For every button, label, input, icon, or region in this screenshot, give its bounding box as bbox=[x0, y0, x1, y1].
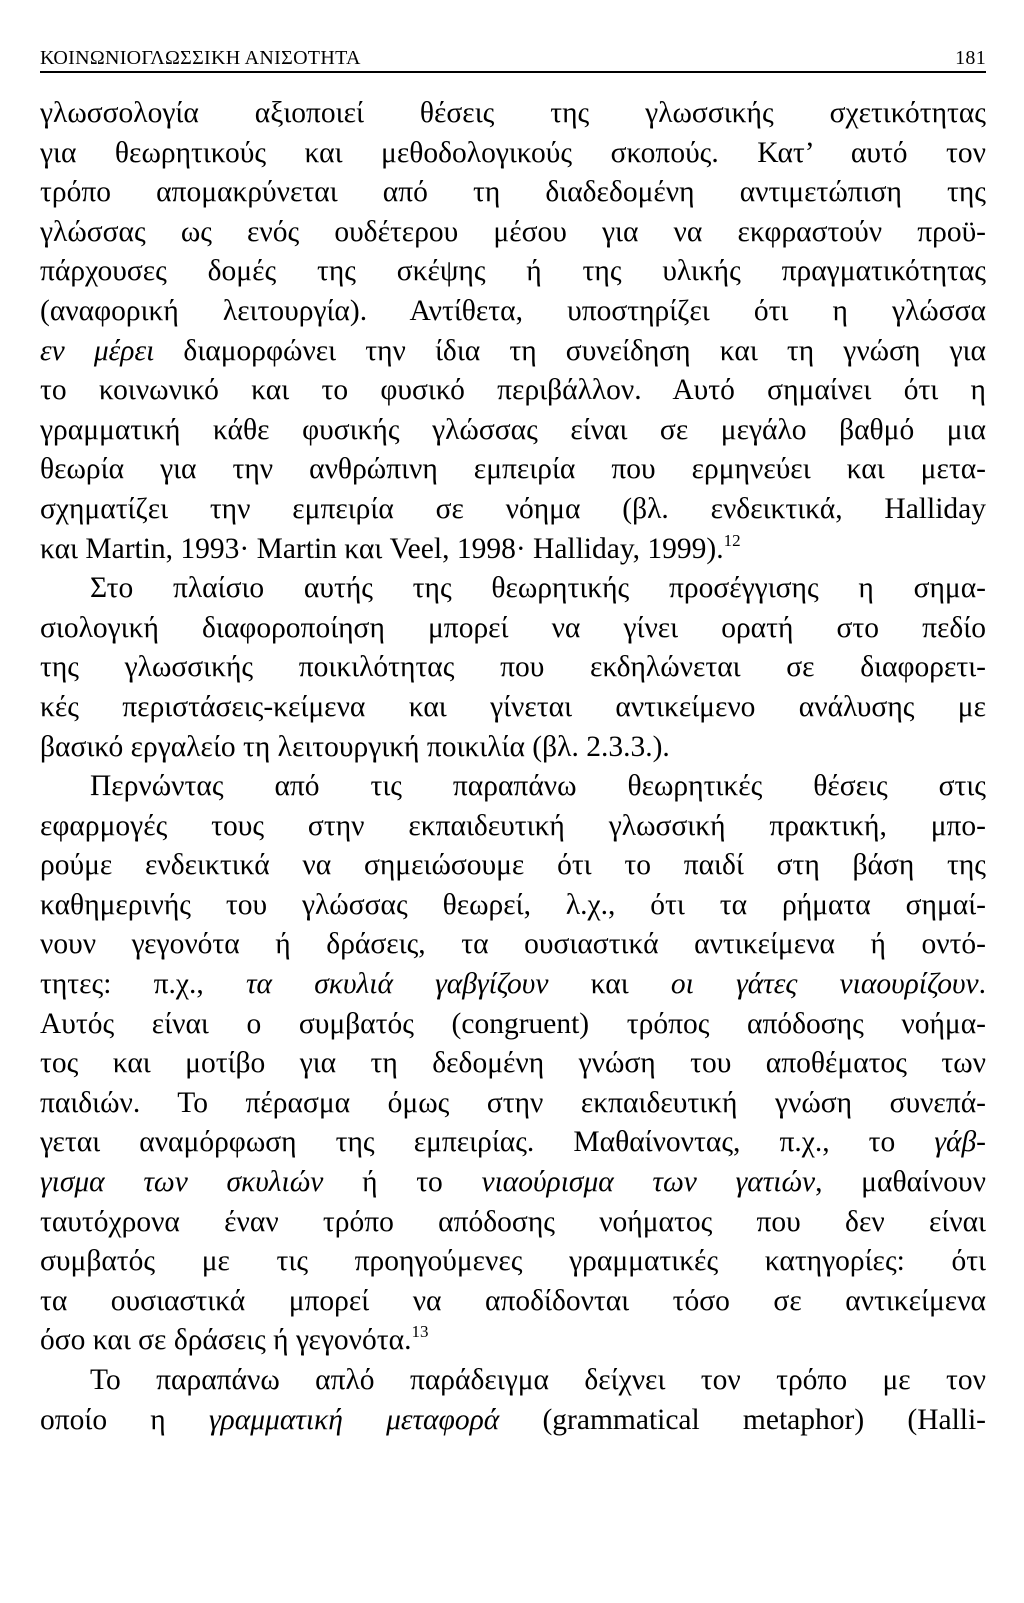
text-segment: σιολογική διαφοροποίηση μπορεί να γίνει ορατή στο πεδίο bbox=[40, 611, 986, 644]
text-line bbox=[40, 886, 986, 926]
text-line bbox=[40, 1163, 986, 1203]
text-segment: τρόπο απομακρύνεται από τη διαδεδομένη αντιμετώπιση της bbox=[40, 176, 986, 209]
text-line bbox=[40, 688, 986, 728]
italic-phrase: γραμματική μεταφορά bbox=[208, 1403, 500, 1436]
text-line bbox=[40, 1321, 986, 1361]
text-segment: εφαρμογές τους στην εκπαιδευτική γλωσσική πρακτική, μπο- bbox=[40, 809, 986, 842]
text-line bbox=[40, 450, 986, 490]
text-segment: γλωσσολογία αξιοποιεί θέσεις της γλωσσικής σχετικότητας bbox=[40, 97, 986, 129]
text-line bbox=[40, 569, 986, 609]
text-segment: και bbox=[548, 968, 671, 1001]
text-segment: (grammatical metaphor) (Halli- bbox=[499, 1403, 986, 1436]
italic-phrase: εν μέρει bbox=[40, 334, 155, 367]
text-segment: . bbox=[978, 968, 986, 1001]
text-segment: ή το bbox=[323, 1166, 482, 1199]
italic-phrase: νιαούρισμα των γατιών bbox=[481, 1166, 816, 1199]
text-line bbox=[40, 213, 986, 253]
text-line bbox=[40, 1401, 986, 1441]
text-segment: βασικό εργαλείο τη λειτουργική ποικιλία (βλ. 2.3.3.). bbox=[40, 730, 670, 763]
text-line bbox=[40, 965, 986, 1005]
text-line bbox=[40, 609, 986, 649]
text-segment: καθημερινής του γλώσσας θεωρεί, λ.χ., ότι τα ρήματα σημαί- bbox=[40, 888, 986, 921]
text-line bbox=[40, 1203, 986, 1243]
text-line bbox=[40, 648, 986, 688]
text-segment: , μαθαίνουν bbox=[815, 1166, 986, 1199]
text-line bbox=[40, 728, 986, 768]
text-line bbox=[40, 292, 986, 332]
text-segment: γεται αναμόρφωση της εμπειρίας. Μαθαίνοντας, π.χ., το bbox=[40, 1126, 935, 1159]
text-segment: όσο και σε δράσεις ή γεγονότα. bbox=[40, 1324, 412, 1357]
text-segment: θεωρία για την ανθρώπινη εμπειρία που ερμηνεύει και μετα- bbox=[40, 453, 986, 486]
text-line bbox=[40, 530, 986, 570]
text-line bbox=[40, 332, 986, 372]
body-text bbox=[40, 94, 986, 1440]
italic-phrase: οι γάτες νιαουρίζουν bbox=[670, 968, 979, 1001]
text-line bbox=[40, 173, 986, 213]
text-line bbox=[40, 134, 986, 174]
text-line bbox=[40, 371, 986, 411]
italic-phrase: γισμα των σκυλιών bbox=[40, 1166, 324, 1199]
text-segment: Στο πλαίσιο αυτής της θεωρητικής προσέγγισης η σημα- bbox=[90, 572, 986, 605]
text-line bbox=[40, 1242, 986, 1282]
text-segment: της γλωσσικής ποικιλότητας που εκδηλώνεται σε διαφορετι- bbox=[40, 651, 986, 684]
text-segment: οποίο η bbox=[40, 1403, 209, 1436]
text-segment: σχηματίζει την εμπειρία σε νόημα (βλ. ενδεικτικά, Halliday bbox=[40, 492, 986, 525]
text-line bbox=[40, 925, 986, 965]
text-line bbox=[40, 490, 986, 530]
text-segment: διαμορφώνει την ίδια τη συνείδηση και τη γνώση για bbox=[154, 334, 986, 367]
italic-phrase: γάβ- bbox=[934, 1126, 986, 1159]
page-number: 181 bbox=[955, 47, 986, 69]
italic-phrase: τα σκυλιά γαβγίζουν bbox=[245, 968, 549, 1001]
text-line bbox=[40, 1044, 986, 1084]
text-line bbox=[40, 1084, 986, 1124]
text-line bbox=[40, 1123, 986, 1163]
text-segment: κές περιστάσεις-κείμενα και γίνεται αντικείμενο ανάλυσης με bbox=[40, 690, 986, 723]
text-line bbox=[40, 1005, 986, 1045]
text-segment: συμβατός με τις προηγούμενες γραμματικές κατηγορίες: ότι bbox=[40, 1245, 986, 1278]
text-segment: Αυτός είναι ο συμβατός (congruent) τρόπος απόδοσης νοήμα- bbox=[40, 1007, 986, 1040]
text-segment: το κοινωνικό και το φυσικό περιβάλλον. Αυτό σημαίνει ότι η bbox=[40, 374, 986, 407]
text-segment: παιδιών. Το πέρασμα όμως στην εκπαιδευτική γνώση συνεπά- bbox=[40, 1086, 986, 1119]
text-segment: (αναφορική λειτουργία). Αντίθετα, υποστηρίζει ότι η γλώσσα bbox=[40, 294, 986, 327]
text-line bbox=[40, 411, 986, 451]
footnote-marker: 12 bbox=[723, 530, 741, 550]
text-segment: γλώσσας ως ενός ουδέτερου μέσου για να εκφραστούν προϋ- bbox=[40, 215, 986, 248]
text-segment: γραμματική κάθε φυσικής γλώσσας είναι σε μεγάλο βαθμό μια bbox=[40, 413, 986, 446]
running-title: ΚΟΙΝΩΝΙΟΓΛΩΣΣΙΚΗ ΑΝΙΣΟΤΗΤΑ bbox=[40, 47, 361, 69]
text-line bbox=[40, 767, 986, 807]
text-line bbox=[40, 1282, 986, 1322]
text-segment: ρούμε ενδεικτικά να σημειώσουμε ότι το παιδί στη βάση της bbox=[40, 849, 986, 882]
text-line bbox=[40, 807, 986, 847]
text-segment: τος και μοτίβο για τη δεδομένη γνώση του αποθέματος των bbox=[40, 1047, 986, 1080]
text-segment: νουν γεγονότα ή δράσεις, τα ουσιαστικά αντικείμενα ή οντό- bbox=[40, 928, 986, 961]
text-segment: ταυτόχρονα έναν τρόπο απόδοσης νοήματος που δεν είναι bbox=[40, 1205, 986, 1238]
text-segment: για θεωρητικούς και μεθοδολογικούς σκοπούς. Κατ’ αυτό τον bbox=[40, 136, 986, 169]
running-header bbox=[40, 40, 986, 73]
text-line bbox=[40, 252, 986, 292]
text-segment: Το παραπάνω απλό παράδειγμα δείχνει τον τρόπο με τον bbox=[90, 1364, 986, 1396]
text-segment: τα ουσιαστικά μπορεί να αποδίδονται τόσο σε αντικείμενα bbox=[40, 1284, 986, 1317]
text-segment: και Martin, 1993· Martin και Veel, 1998· Halliday, 1999). bbox=[40, 532, 724, 565]
text-segment: τητες: π.χ., bbox=[40, 968, 246, 1001]
text-segment: πάρχουσες δομές της σκέψης ή της υλικής πραγματικότητας bbox=[40, 255, 986, 288]
text-line bbox=[40, 1361, 986, 1401]
text-line bbox=[40, 94, 986, 134]
footnote-marker: 13 bbox=[411, 1322, 429, 1342]
text-segment: Περνώντας από τις παραπάνω θεωρητικές θέσεις στις bbox=[90, 770, 986, 803]
text-line bbox=[40, 846, 986, 886]
